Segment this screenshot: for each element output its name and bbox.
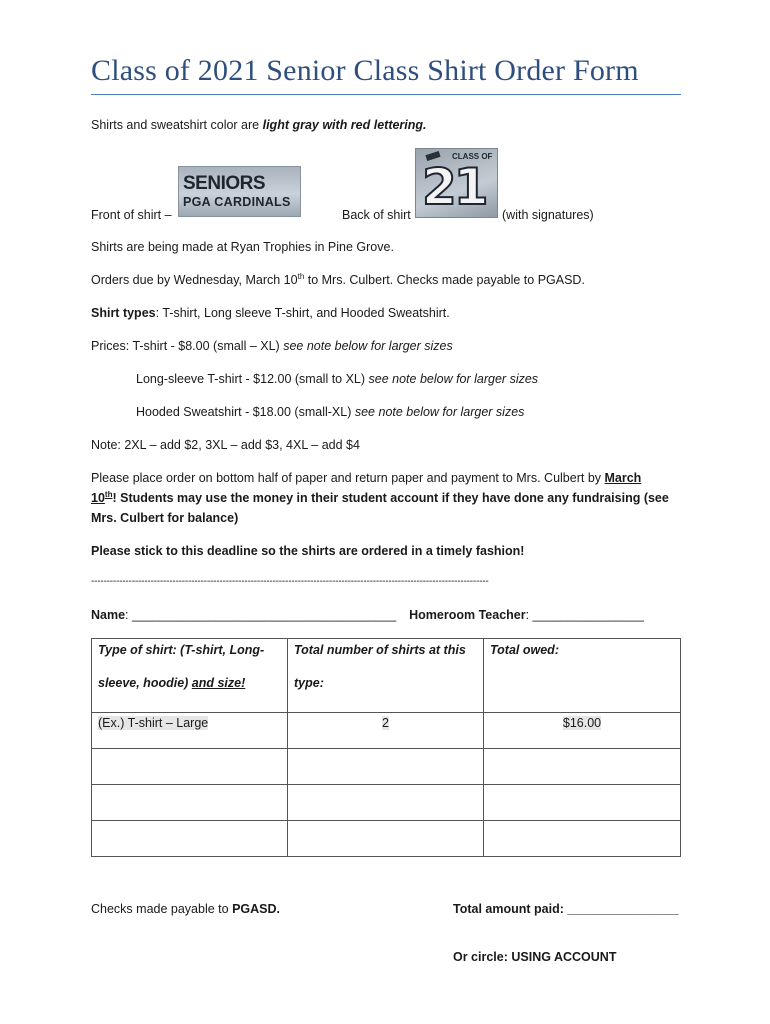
circle-account-line [453, 949, 616, 965]
example-count: 2 [382, 716, 389, 730]
homeroom-field[interactable]: : ________________ [525, 608, 644, 622]
deadline-march: March [604, 471, 642, 485]
deadline-text: Please stick to this deadline so the shirts are ordered in a timely fashion! [91, 544, 525, 558]
header-type-line2: sleeve, hoodie) [98, 676, 192, 690]
price-text: Long-sleeve T-shirt - $12.00 (small to XL) [136, 372, 369, 386]
checks-payable-line [91, 901, 280, 917]
price-hoodie [136, 404, 524, 420]
instructions-text: Please place order on bottom half of paper and return paper and payment to Mrs. Culbert by [91, 471, 605, 485]
order-cell[interactable] [92, 821, 288, 857]
orders-due-text: Orders due by Wednesday, March 10 [91, 273, 298, 287]
checks-payable-text: Checks made payable to [91, 902, 233, 916]
deadline-bang: ! [112, 491, 117, 505]
page-title: Class of 2021 Senior Class Shirt Order Form [91, 52, 681, 95]
shirt-types-text: : T-shirt, Long sleeve T-shirt, and Hooded Sweatshirt. [155, 306, 450, 320]
order-cell[interactable] [92, 749, 288, 785]
instructions-line2 [91, 490, 669, 506]
orders-due-post: to Mrs. Culbert. Checks made payable to PGASD. [304, 273, 585, 287]
color-line-emphasis: light gray with red lettering. [262, 118, 427, 132]
price-note: see note below for larger sizes [283, 339, 453, 353]
orders-due-line [91, 272, 585, 288]
table-row [92, 749, 681, 785]
example-owed-cell [484, 713, 681, 749]
price-text: Prices: T-shirt - $8.00 (small – XL) [91, 339, 284, 353]
name-line [91, 607, 644, 623]
instructions-line1 [91, 470, 641, 486]
table-header-row [92, 639, 681, 713]
instructions-line3 [91, 510, 238, 526]
account-note: Students may use the money in their student account if they have done any fundraising (see [116, 491, 669, 505]
example-count-cell [288, 713, 484, 749]
example-type: (Ex.) T-shirt – Large [98, 716, 209, 730]
order-cell[interactable] [288, 821, 484, 857]
header-type-size: and size! [191, 676, 246, 690]
order-cell[interactable] [484, 749, 681, 785]
shirt-types-label: Shirt types [91, 306, 156, 320]
table-row [92, 821, 681, 857]
header-type-line1: Type of shirt: (T-shirt, Long- [98, 643, 265, 657]
total-paid-line[interactable] [453, 901, 679, 917]
with-signatures: (with signatures) [502, 208, 594, 222]
size-note: Note: 2XL – add $2, 3XL – add $3, 4XL – add $4 [91, 438, 360, 452]
front-logo-line1: SENIORS [183, 173, 266, 194]
header-count-line1: Total number of shirts at this [294, 643, 466, 657]
order-cell[interactable] [288, 785, 484, 821]
header-owed [484, 639, 681, 713]
price-note: see note below for larger sizes [368, 372, 539, 386]
shirt-types-line [91, 305, 450, 321]
color-line-text: Shirts and sweatshirt color are [91, 118, 263, 132]
example-type-cell [92, 713, 288, 749]
order-cell[interactable] [288, 749, 484, 785]
price-longsleeve [136, 371, 538, 387]
header-type [92, 639, 288, 713]
back-label: Back of shirt [342, 208, 411, 222]
front-shirt-logo [178, 166, 301, 217]
deadline-tenth-sup: th [104, 489, 113, 499]
name-field[interactable]: : ______________________________________ [125, 608, 397, 622]
cut-divider: ------------------------------------------------------------------------------------------------------------------------------- [91, 576, 489, 587]
circle-account-text: Or circle: USING ACCOUNT [453, 950, 617, 964]
balance-note: Mrs. Culbert for balance) [91, 511, 239, 525]
orders-due-sup: th [297, 271, 305, 281]
back-shirt-logo [415, 148, 498, 218]
homeroom-label: Homeroom Teacher [409, 608, 526, 622]
order-cell[interactable] [92, 785, 288, 821]
total-paid-text: Total amount paid: ________________ [453, 902, 679, 916]
order-table [91, 638, 681, 857]
order-cell[interactable] [484, 821, 681, 857]
header-count-line2: type: [294, 676, 324, 690]
price-tshirt [91, 338, 453, 354]
header-owed-text: Total owed: [490, 643, 559, 657]
table-row [92, 713, 681, 749]
color-line [91, 117, 427, 133]
price-note: see note below for larger sizes [354, 405, 525, 419]
deadline-tenth: 10 [91, 491, 105, 505]
header-count [288, 639, 484, 713]
front-logo-line2: PGA CARDINALS [183, 195, 291, 209]
example-owed: $16.00 [562, 716, 602, 730]
table-row [92, 785, 681, 821]
deadline-note [91, 543, 524, 559]
back-logo-class: CLASS OF [452, 152, 493, 161]
front-label: Front of shirt – [91, 208, 172, 222]
checks-payable-bold: PGASD. [232, 902, 280, 916]
order-cell[interactable] [484, 785, 681, 821]
price-text: Hooded Sweatshirt - $18.00 (small-XL) [136, 405, 355, 419]
name-label: Name [91, 608, 126, 622]
back-logo-number: 21 [422, 158, 486, 216]
made-at-text: Shirts are being made at Ryan Trophies in Pine Grove. [91, 240, 394, 254]
